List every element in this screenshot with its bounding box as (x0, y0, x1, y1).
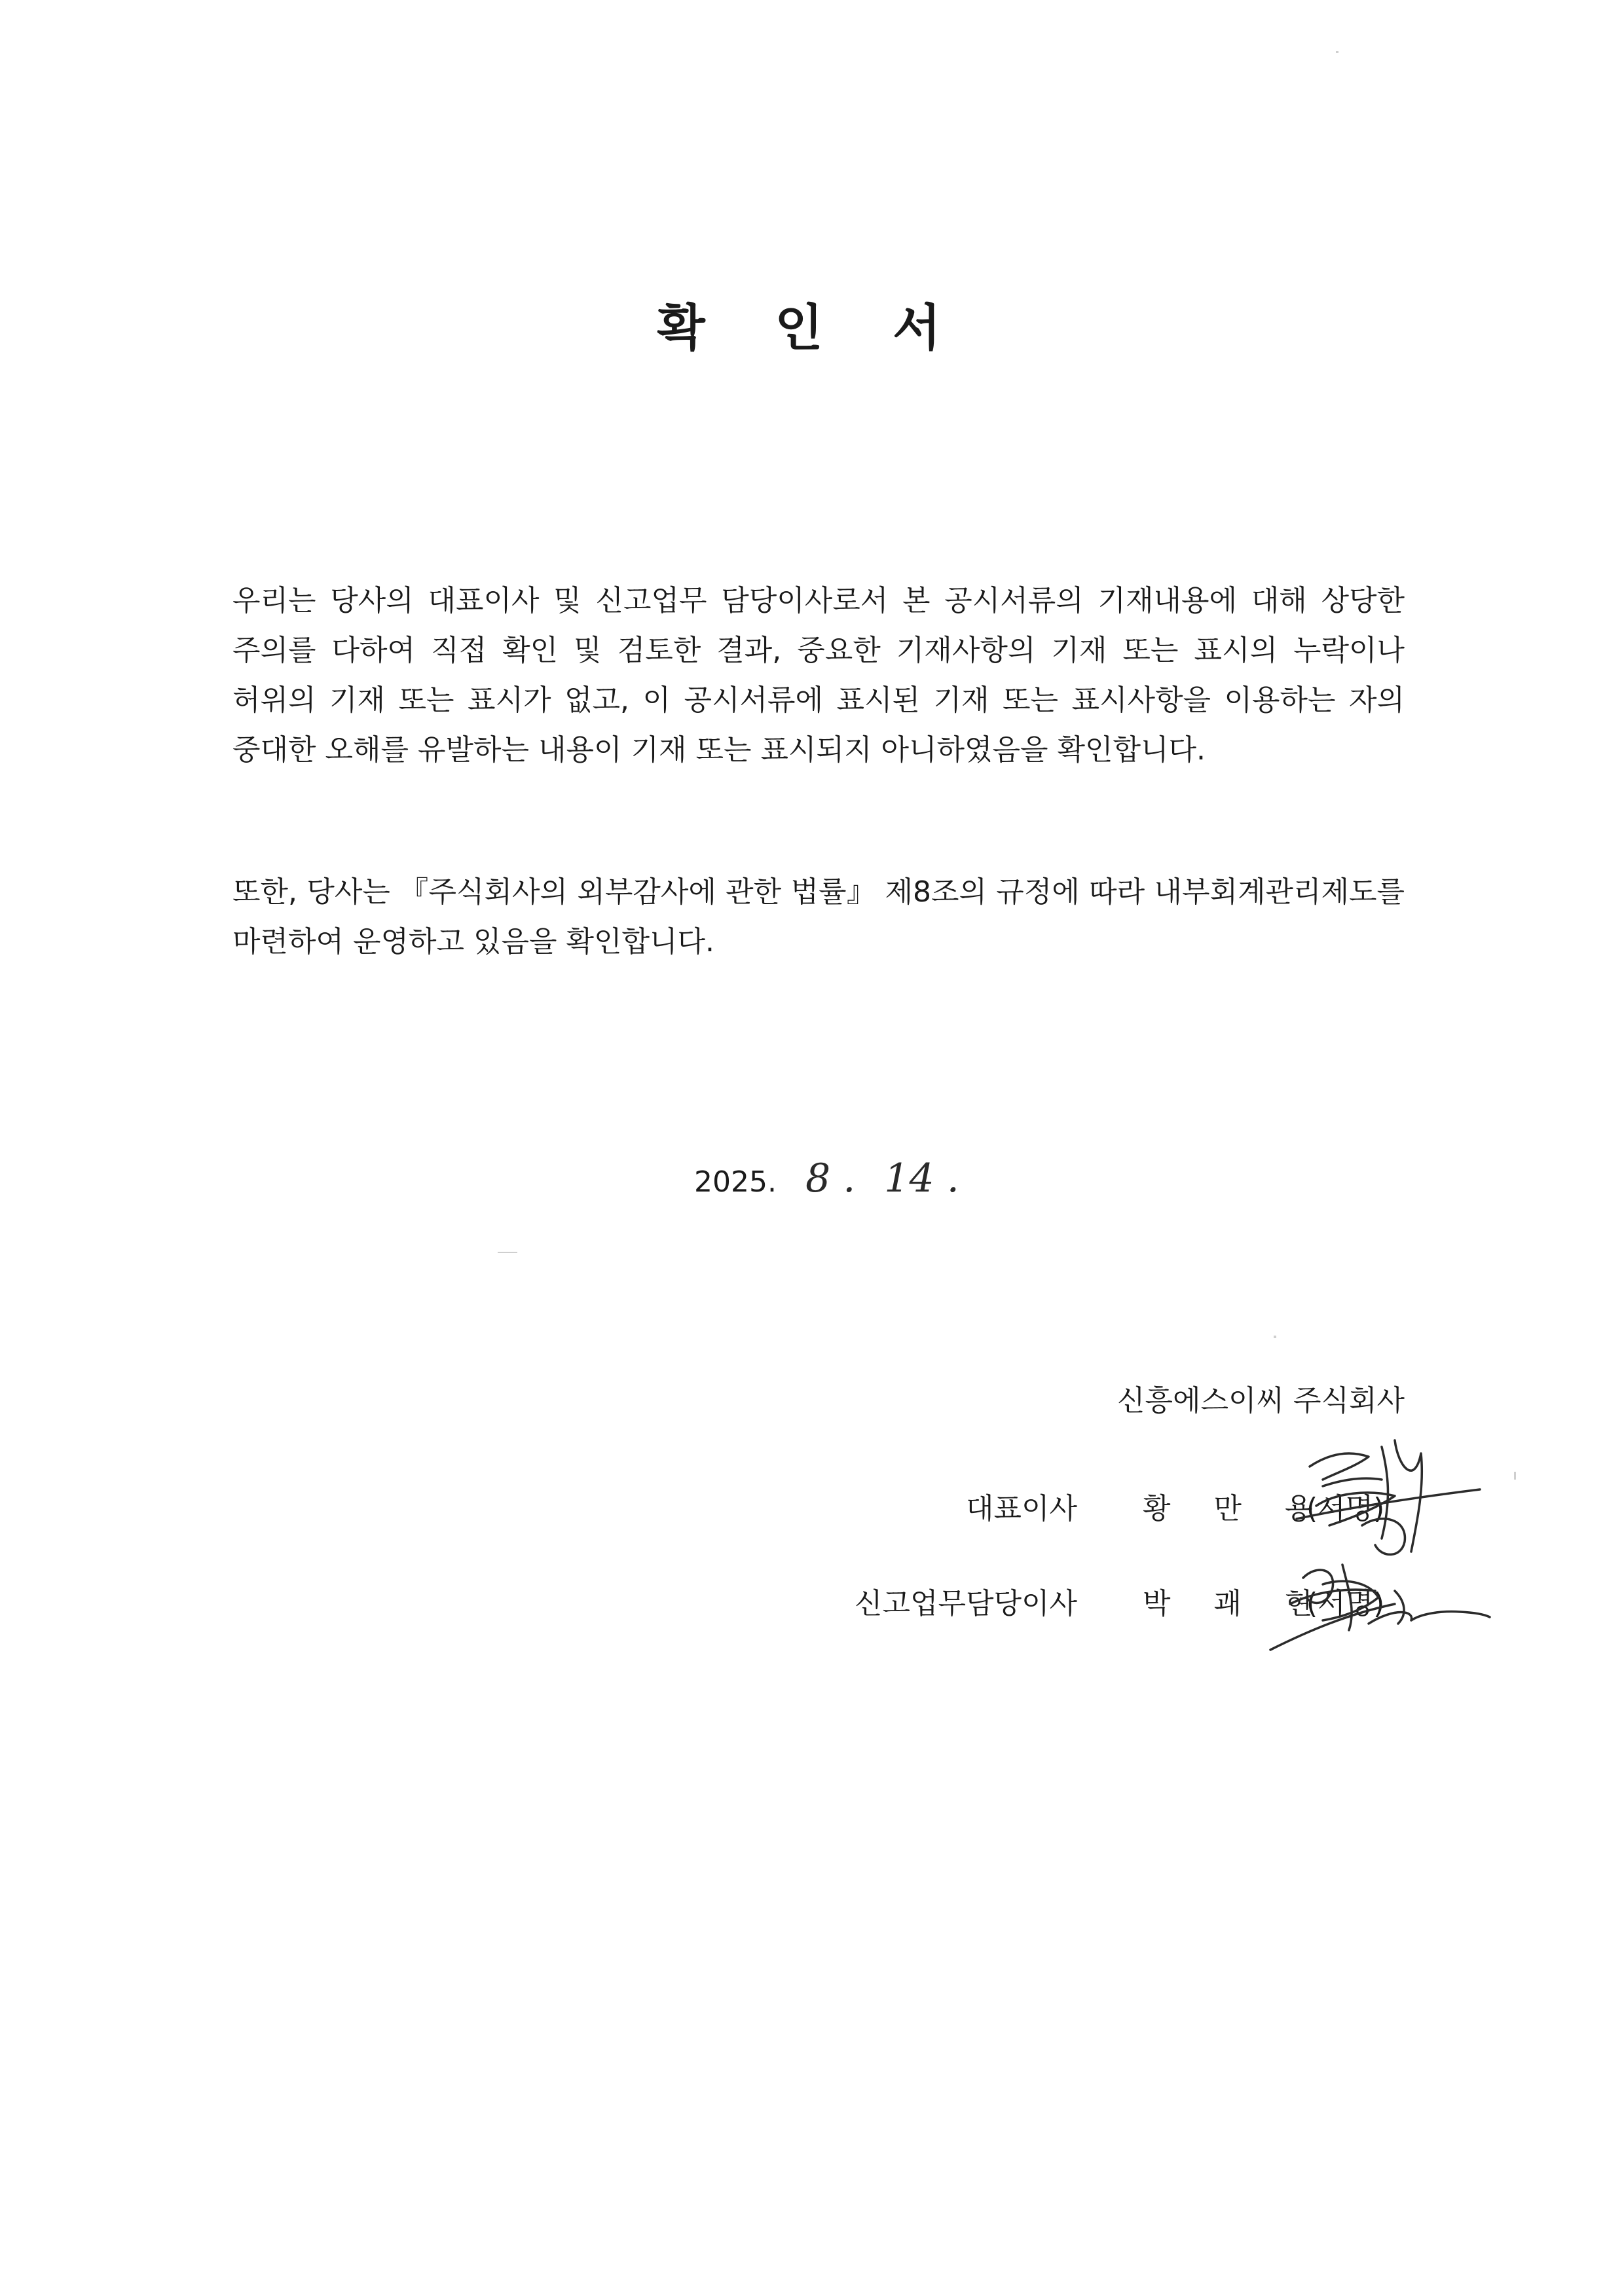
paragraph-internal-control: 또한, 당사는 『주식회사의 외부감사에 관한 법률』 제8조의 규정에 따라 내부회계관리제도를 마련하여 운영하고 있음을 확인합니다. (232, 875, 1405, 958)
paragraph-confirmation: 우리는 당사의 대표이사 및 신고업무 담당이사로서 본 공시서류의 기재내용에 대해 상당한 주의를 다하여 직접 확인 및 검토한 결과, 중요한 기재사항의 기재 또는 표시의 누락이나 허위의 기재 또는 표시가 없고, 이 공시서류에 표시된 기재 또는 표시사항을 이용하는 자의 중대한 오해를 유발하는 내용이 기재 또는 표시되지 아니하였음을 확인합니다. (232, 584, 1405, 767)
signature-label: (서명) (1306, 1492, 1385, 1525)
document-title: 확 인 서 (657, 299, 967, 357)
date-year: 2025. (694, 1165, 777, 1199)
company-name: 신흥에스이씨 주식회사 (1116, 1384, 1405, 1417)
scan-speck (1274, 1336, 1276, 1338)
signatory-role: 신고업무담당이사 (854, 1587, 1077, 1620)
scan-speck (1514, 1472, 1516, 1480)
date-day-handwritten: 14 . (884, 1156, 959, 1201)
scan-speck (1336, 51, 1338, 53)
signatory-role: 대표이사 (965, 1492, 1077, 1525)
scan-speck (498, 1252, 517, 1253)
date-line (694, 1156, 959, 1202)
signature-label: (서명) (1306, 1587, 1385, 1620)
signatory-name: 박 괘 현 (1143, 1587, 1330, 1620)
signatory-name: 황 만 용 (1143, 1492, 1330, 1525)
date-month-handwritten: 8 . (805, 1156, 856, 1201)
